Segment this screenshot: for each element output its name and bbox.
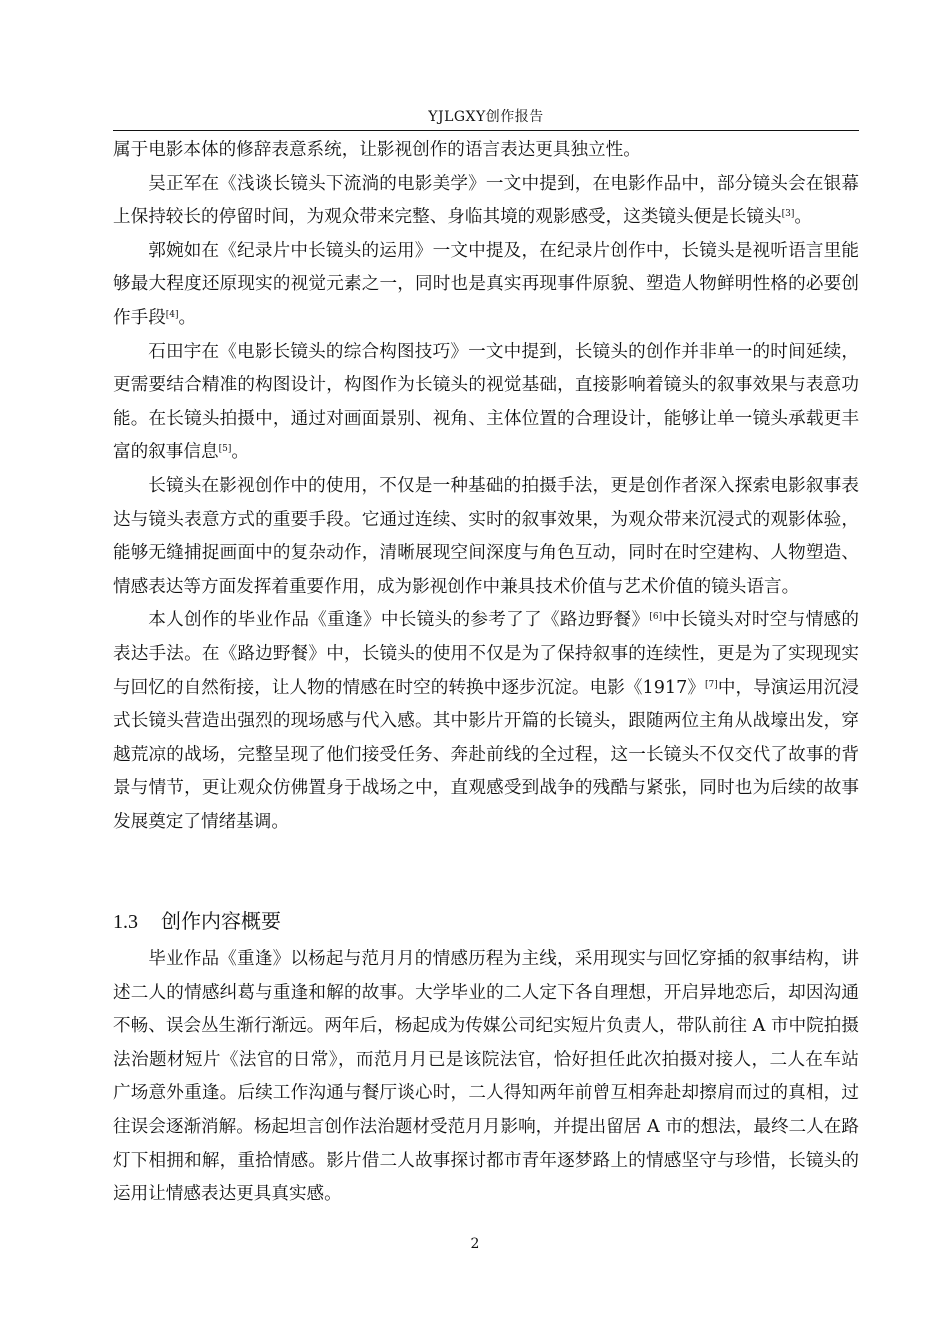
paragraph-text: 本人创作的毕业作品《重逢》中长镜头的参考了了《路边野餐》 xyxy=(148,610,650,631)
section-body xyxy=(113,943,859,1212)
section-title: 创作内容概要 xyxy=(161,909,281,933)
citation-marker: [5] xyxy=(218,444,232,455)
paragraph xyxy=(113,134,859,168)
citation-marker: [7] xyxy=(705,679,718,690)
paragraph-text: 。 xyxy=(231,442,249,463)
header-rule xyxy=(113,130,859,131)
page-number: 2 xyxy=(470,1236,480,1252)
paragraph-text: 中长镜头对时空与情感的表达手法。在《路边野餐》中，长镜头的使用不仅是为了保持叙事的连续性，更是为了实现现实与回忆的自然衔接，让人物的情感在时空的转换中逐步沉淀。电影《1917》 xyxy=(113,610,859,698)
paragraph xyxy=(113,336,859,470)
citation-marker: [6] xyxy=(649,612,663,623)
paragraph-text: 长镜头在影视创作中的使用，不仅是一种基础的拍摄手法，更是创作者深入探索电影叙事表达与镜头表意方式的重要手段。它通过连续、实时的叙事效果，为观众带来沉浸式的观影体验，能够无缝捕捉画面中的复杂动作，清晰展现空间深度与角色互动，同时在时空建构、人物塑造、情感表达等方面发挥着重要作用，成为影视创作中兼具技术价值与艺术价值的镜头语言。 xyxy=(113,475,859,597)
citation-marker: [3] xyxy=(781,209,795,220)
paragraph-text: 中，导演运用沉浸式长镜头营造出强烈的现场感与代入感。其中影片开篇的长镜头，跟随两位主角从战壕出发，穿越荒凉的战场，完整呈现了他们接受任务、奔赴前线的全过程，这一长镜头不仅交代了故事的背景与情节，更让观众仿佛置身于战场之中，直观感受到战争的残酷与紧张，同时也为后续的故事发展奠定了情绪基调。 xyxy=(113,677,859,832)
paragraph xyxy=(113,168,859,235)
paragraph xyxy=(113,604,859,839)
paragraph-text: 。 xyxy=(178,307,197,328)
body-text xyxy=(113,134,859,839)
citation-marker: [4] xyxy=(165,309,179,320)
section-number: 1.3 xyxy=(113,911,138,933)
section-heading xyxy=(113,906,859,937)
paragraph-text: 吴正军在《浅谈长镜头下流淌的电影美学》一文中提到，在电影作品中，部分镜头会在银幕上保持较长的停留时间，为观众带来完整、身临其境的观影感受，这类镜头便是长镜头 xyxy=(113,173,859,228)
paragraph-text: 毕业作品《重逢》以杨起与范月月的情感历程为主线，采用现实与回忆穿插的叙事结构，讲述二人的情感纠葛与重逢和解的故事。大学毕业的二人定下各自理想，开启异地恋后，却因沟通不畅、误会丛生渐行渐远。两年后，杨起成为传媒公司纪实短片负责人，带队前往 A 市中院拍摄法治题材短片《法官的日常》，而范月月已是该院法官，恰好担任此次拍摄对接人，二人在车站广场意外重逢。后续工作沟通与餐厅谈心时，二人得知两年前曾互相奔赴却擦肩而过的真相，过往误会逐渐消解。杨起坦言创作法治题材受范月月影响，并提出留居 A 市的想法，最终二人在路灯下相拥和解，重拾情感。影片借二人故事探讨都市青年逐梦路上的情感坚守与珍惜，长镜头的运用让情感表达更具真实感。 xyxy=(113,949,859,1205)
paragraph-text: 郭婉如在《纪录片中长镜头的运用》一文中提及，在纪录片创作中，长镜头是视听语言里能够最大程度还原现实的视觉元素之一，同时也是真实再现事件原貌、塑造人物鲜明性格的必要创作手段 xyxy=(113,240,859,328)
paragraph-text: 石田宇在《电影长镜头的综合构图技巧》一文中提到，长镜头的创作并非单一的时间延续，更需要结合精准的构图设计，构图作为长镜头的视觉基础，直接影响着镜头的叙事效果与表意功能。在长镜头拍摄中，通过对画面景别、视角、主体位置的合理设计，能够让单一镜头承载更丰富的叙事信息 xyxy=(113,341,859,463)
running-header: YJLGXY创作报告 xyxy=(428,109,544,125)
paragraph xyxy=(113,235,859,336)
paragraph xyxy=(113,470,859,604)
paragraph xyxy=(113,943,859,1212)
paragraph-text: 。 xyxy=(794,207,812,228)
paragraph-text: 属于电影本体的修辞表意系统，让影视创作的语言表达更具独立性。 xyxy=(113,140,641,160)
